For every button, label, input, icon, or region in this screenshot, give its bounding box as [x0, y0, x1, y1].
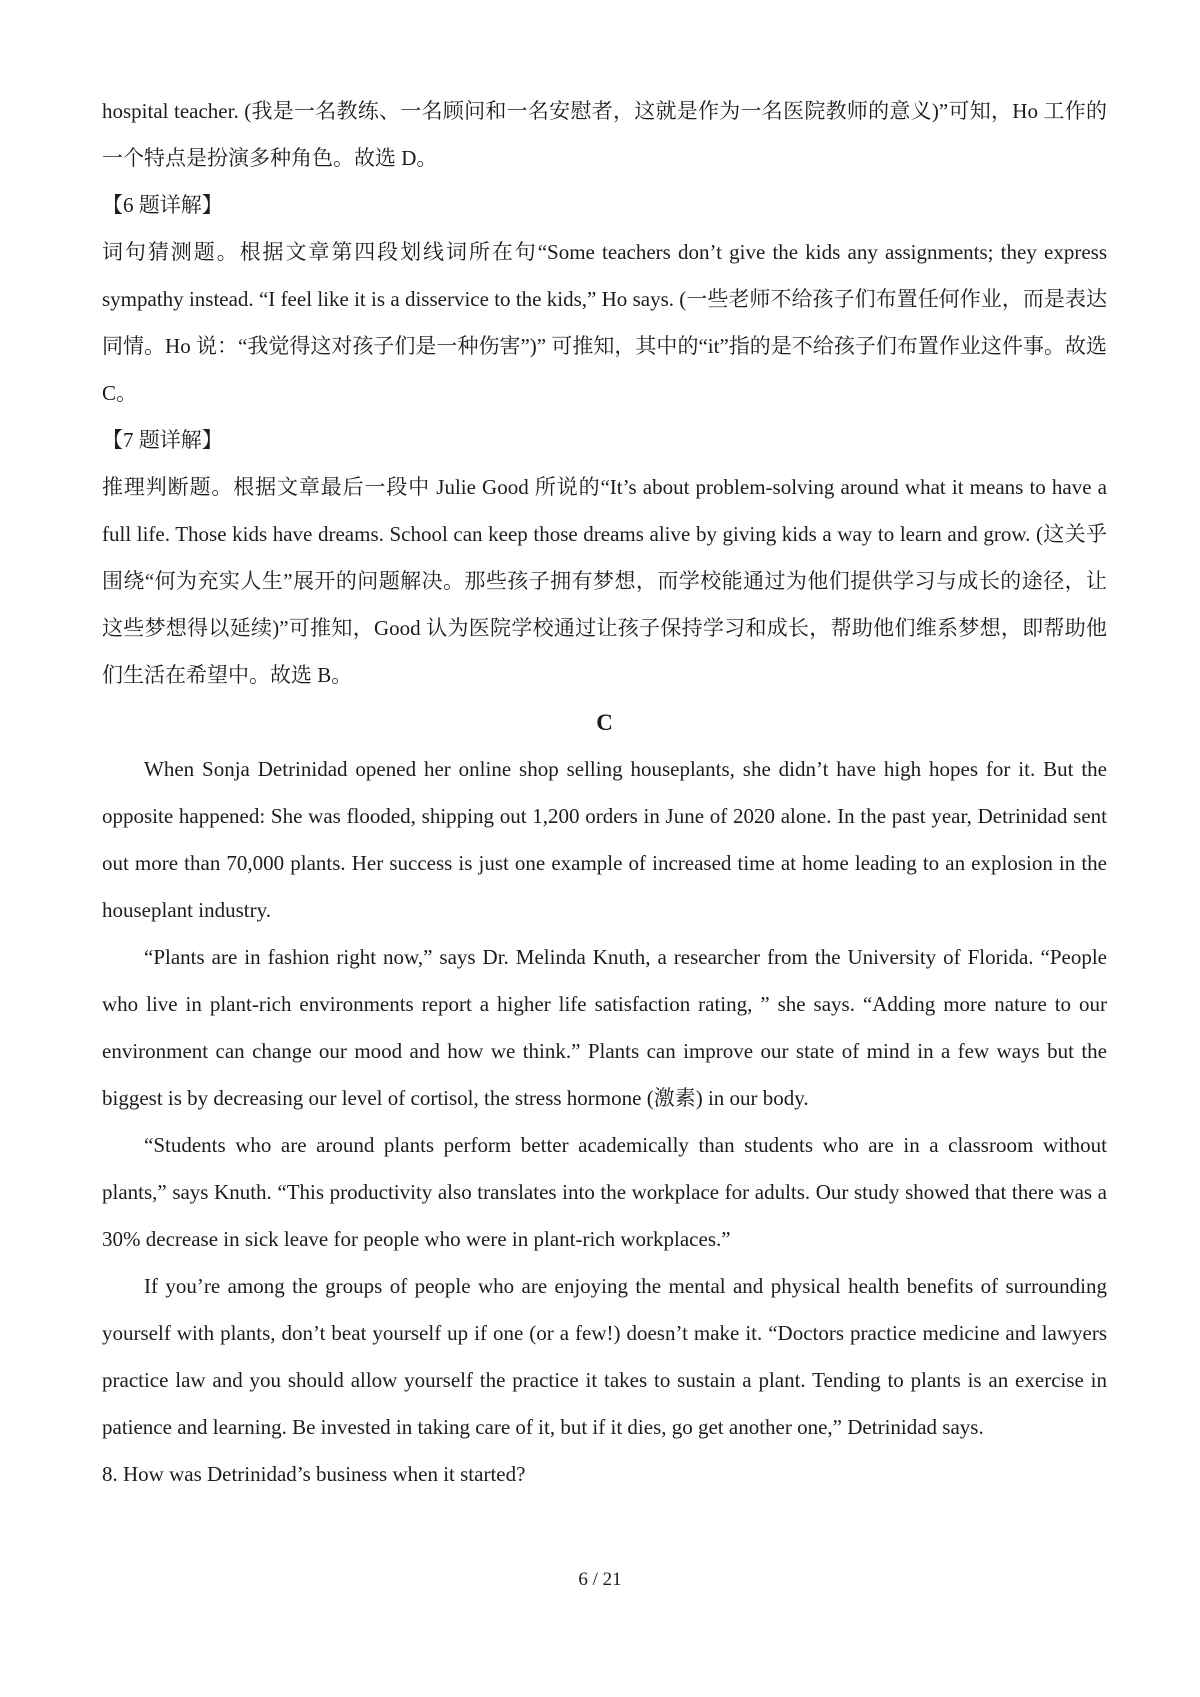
- passage-paragraph-4: If you’re among the groups of people who are enjoying the mental and physical health benefits of surrounding yourself with plants, don’t beat yourself up if one (or a few!) doesn’t make it. “Doctors practice medicine and lawyers practice law and you should allow yourself the practice it takes to sustain a plant. Tending to plants is an exercise in patience and learning. Be invested in taking care of it, but if it dies, go get another one,” Detrinidad says.: [102, 1274, 1107, 1439]
- question-6-explanation-label: 【6 题详解】: [102, 193, 223, 217]
- question-6-explanation-paragraph: 词句猜测题。根据文章第四段划线词所在句“Some teachers don’t give the kids any assignments; they express sympathy instead. “I feel like it is a disservice to the kids,” Ho says. (一些老师不给孩子们布置任何作业，而是表达同情。Ho 说：“我觉得这对孩子们是一种伤害”)” 可推知，其中的“it”指的是不给孩子们布置作业这件事。故选 C。: [102, 240, 1107, 405]
- document-page-content: [102, 88, 1107, 1498]
- passage-paragraph-3: “Students who are around plants perform better academically than students who are in a classroom without plants,” says Knuth. “This productivity also translates into the workplace for adults. Our study showed that there was a 30% decrease in sick leave for people who were in plant-rich workplaces.”: [102, 1133, 1107, 1251]
- page-number: 6 / 21: [578, 1569, 622, 1590]
- passage-paragraph-2: “Plants are in fashion right now,” says Dr. Melinda Knuth, a researcher from the University of Florida. “People who live in plant-rich environments report a higher life satisfaction rating, ” she says. “Adding more nature to our environment can change our mood and how we think.” Plants can improve our state of mind in a few ways but the biggest is by decreasing our level of cortisol, the stress hormone (激素) in our body.: [102, 945, 1107, 1110]
- section-c-heading: C: [596, 710, 613, 735]
- answer-6d-explanation-continuation: hospital teacher. (我是一名教练、一名顾问和一名安慰者，这就是作为一名医院教师的意义)”可知，Ho 工作的一个特点是扮演多种角色。故选 D。: [102, 99, 1107, 170]
- question-7-explanation-label: 【7 题详解】: [102, 428, 223, 452]
- passage-paragraph-1: When Sonja Detrinidad opened her online shop selling houseplants, she didn’t have high hopes for it. But the opposite happened: She was flooded, shipping out 1,200 orders in June of 2020 alone. In the past year, Detrinidad sent out more than 70,000 plants. Her success is just one example of increased time at home leading to an explosion in the houseplant industry.: [102, 757, 1107, 922]
- question-7-explanation-paragraph: 推理判断题。根据文章最后一段中 Julie Good 所说的“It’s about problem-solving around what it means to have a full life. Those kids have dreams. School can keep those dreams alive by giving kids a way to learn and grow. (这关乎围绕“何为充实人生”展开的问题解决。那些孩子拥有梦想，而学校能通过为他们提供学习与成长的途径，让这些梦想得以延续)”可推知，Good 认为医院学校通过让孩子保持学习和成长，帮助他们维系梦想，即帮助他们生活在希望中。故选 B。: [102, 475, 1107, 687]
- question-8-text: 8. How was Detrinidad’s business when it started?: [102, 1462, 526, 1486]
